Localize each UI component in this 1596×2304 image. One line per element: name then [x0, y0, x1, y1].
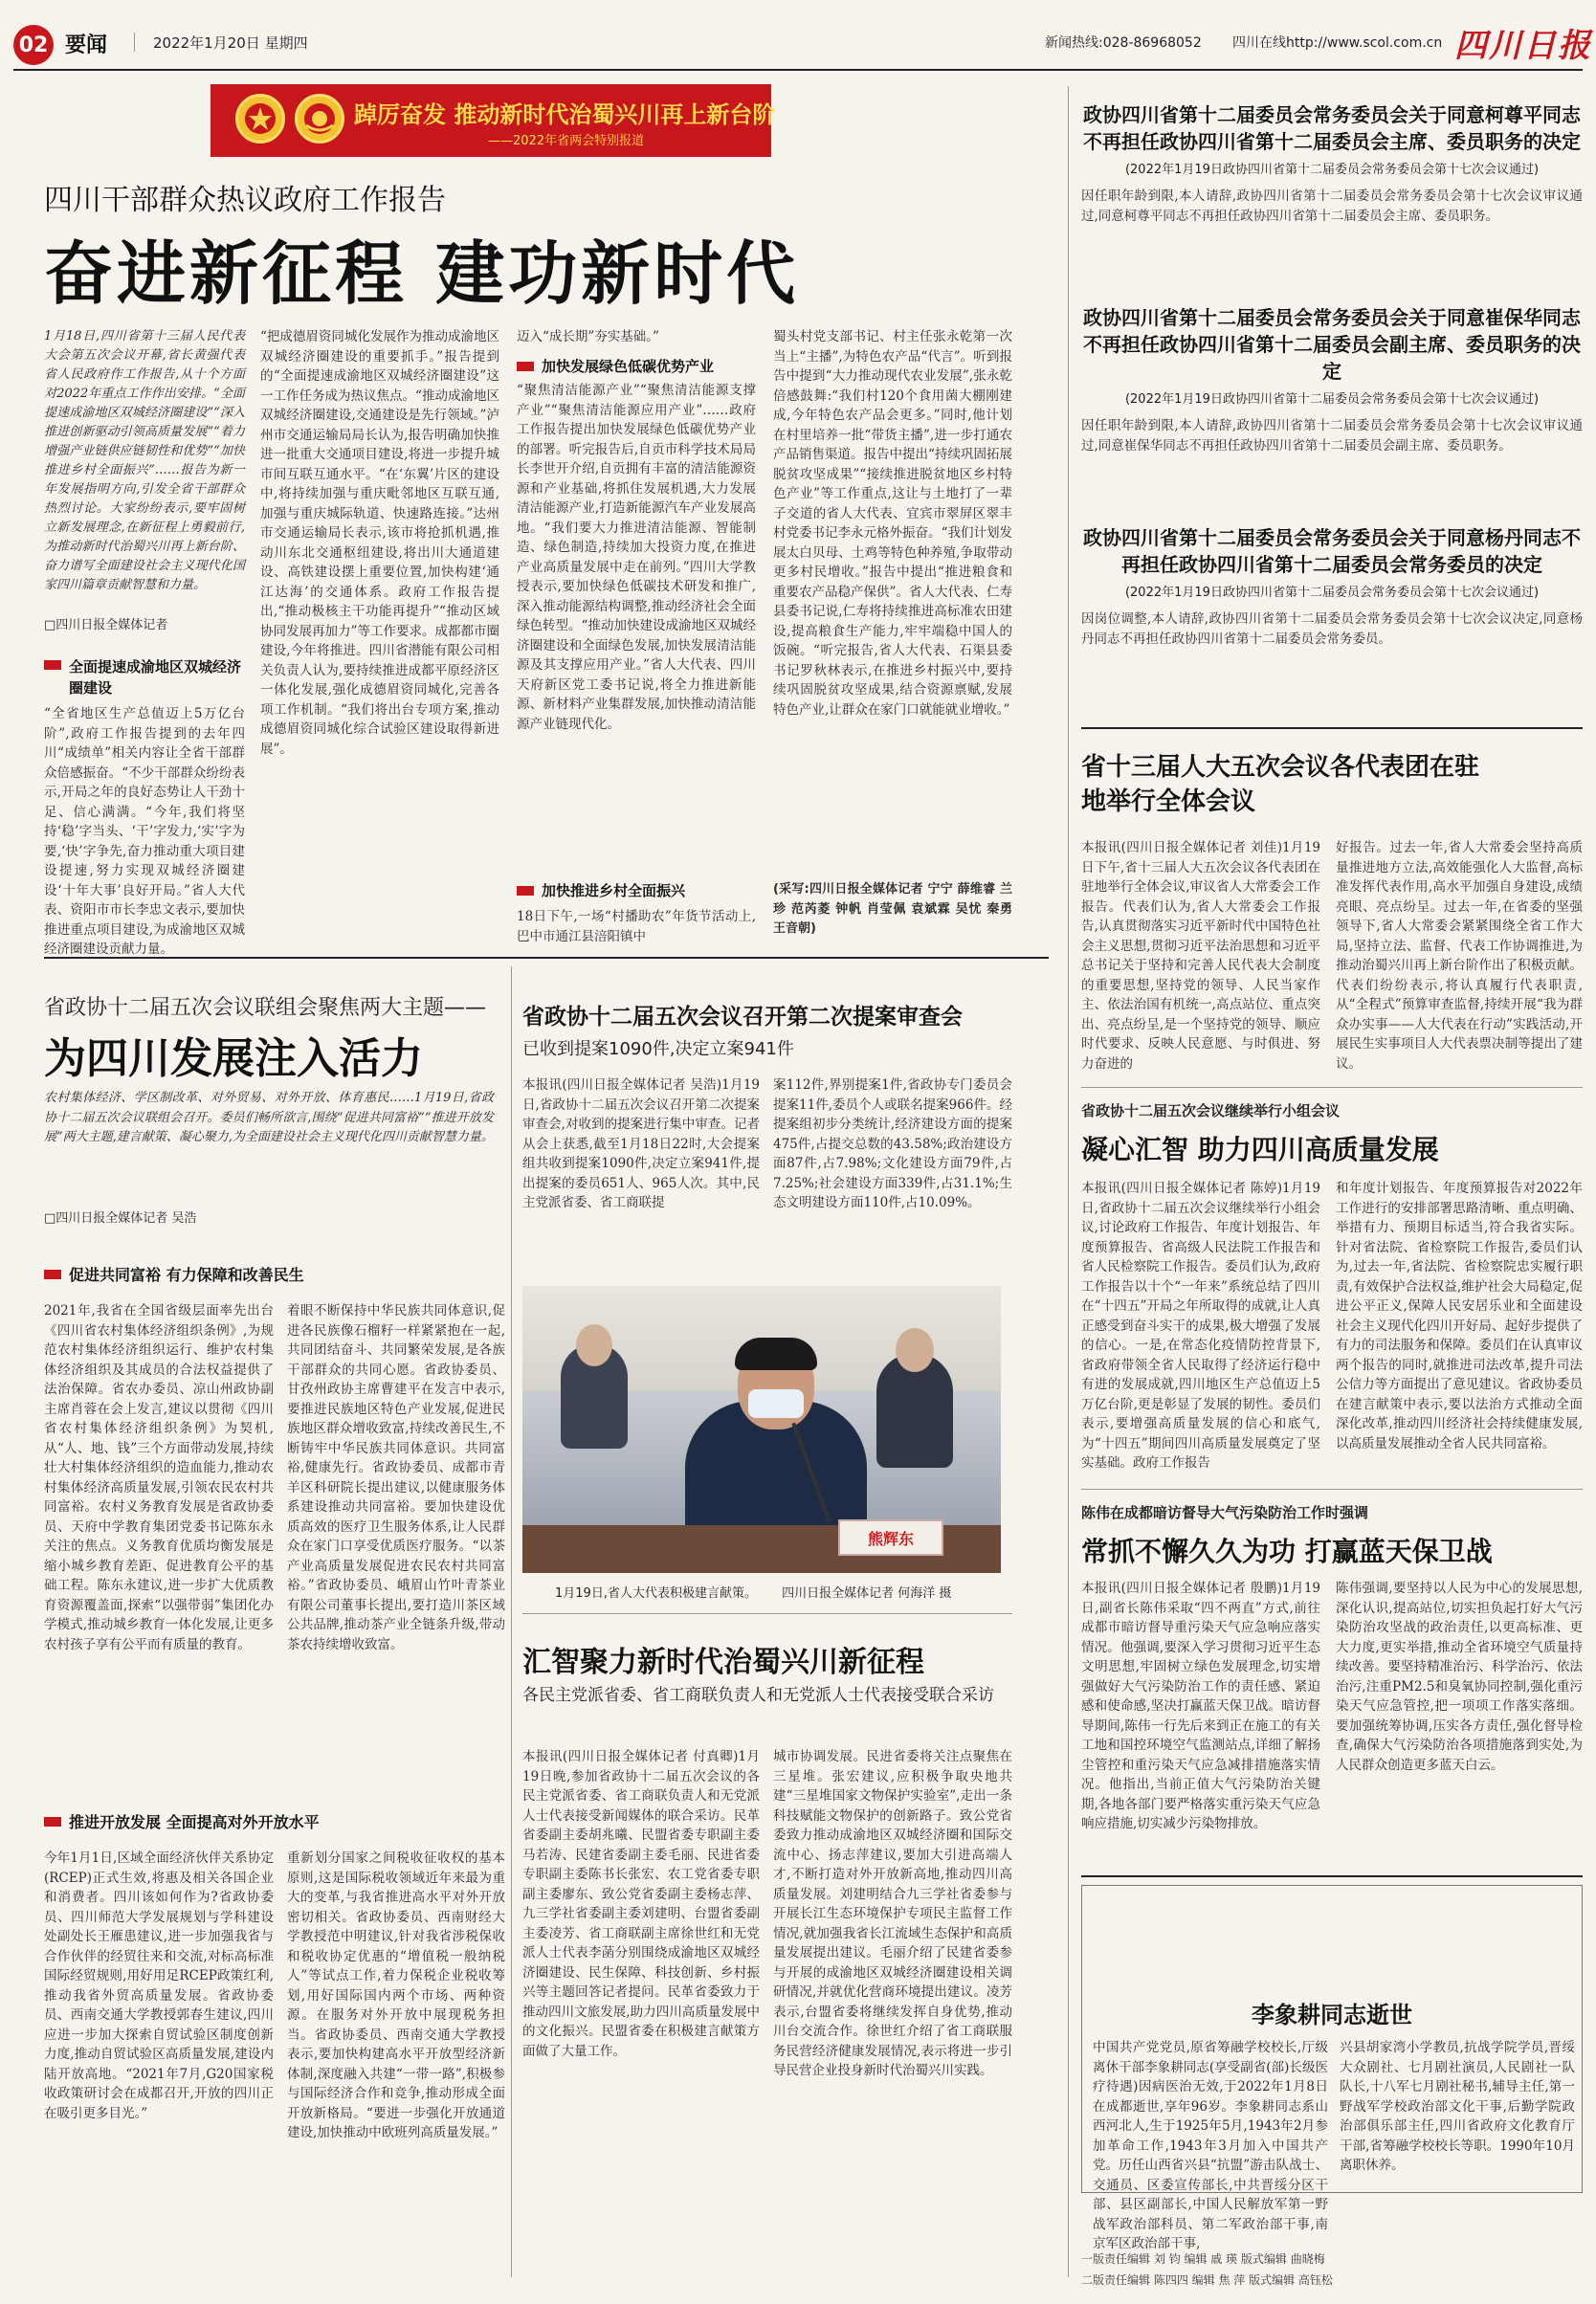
- obituary-col1: 中国共产党党员,原省筹融学校校长,厅级离休干部李象耕同志(享受副省(部)长级医疗待遇)因病医治无效,于2022年1月8日在成都逝世,享年96岁。李象耕同志系山西河北人,生于1925年5月,1943年2月参加革命工作,1943年3月加入中国共产党。历任山西省兴县“抗盟”游击队战士、交通员、区委宣传部长,中共晋绥分区干部、县区副部长,中国人民解放军第一野战军政治部科员、第二军政治部干事,南京军区政治部干事,: [1093, 2040, 1328, 2251]
- lead-sub3-text: 加快推进乡村全面振兴: [542, 882, 686, 899]
- news-hotline: 新闻热线:028-86968052: [1045, 35, 1202, 51]
- air-col2: 陈伟强调,要坚持以人民为中心的发展思想,深化认识,提高站位,切实担负起打好大气污染防治攻坚战的政治责任,以更高标准、更大力度,更实举措,推动全省环境空气质量持续改善。要坚持精准治污、科学治污、依法治污,注重PM2.5和臭氧协同控制,强化重污染天气应急管控,把一项项工作落实落细。要加强统筹协调,压实各方责任,强化督导检查,确保大气污染防治各项措施落到实处,为人民群众创造更多蓝天白云。: [1336, 1581, 1583, 1773]
- air-col1: 本报讯(四川日报全媒体记者 殷鹏)1月19日,副省长陈伟采取“四不两直”方式,前往成都市暗访督导重污染天气应急响应落实情况。他强调,要深入学习贯彻习近平生态文明思想,牢固树立绿色发展理念,切实增强做好大气污染防治工作的责任感、紧迫感和使命感,坚决打赢蓝天保卫战。暗访督导期间,陈伟一行先后来到正在施工的有关工地和国控环境空气监测站点,详细了解扬尘管控和重污染天气应急减排措施落实情况。他指出,当前正值大气污染防治关键期,各地各部门要严格落实重污染天气应急响应措施,切实减少污染物排放。: [1081, 1581, 1320, 1831]
- lead-sub1-text: 全面提速成渝地区双城经济圈建设: [69, 658, 242, 697]
- notice-3-body: 因岗位调整,本人请辞,政协四川省第十二届委员会常务委员会第十七次会议决定,同意杨丹同志不再担任政协四川省第十二届委员会常务委员。: [1081, 611, 1583, 647]
- banner-subtitle: ——2022年省两会特别报道: [488, 134, 645, 148]
- nameplate-text: 熊辉东: [867, 1529, 914, 1548]
- page-header: [0, 0, 1596, 86]
- npc-col2: 好报告。过去一年,省人大常委会坚持高质量推进地方立法,高效能强化人大监督,高标准发挥代表作用,高水平加强自身建设,成绩亮眼、亮点纷呈。过去一年,在省委的坚强领导下,省人大常委会紧紧围绕全省工作大局,坚持立法、监督、代表工作协调推进,为推动治蜀兴川再上新台阶作出了积极贡献。代表们纷纷表示,将认真履行代表职责,从“全程式”预算审查监督,持续开展“我为群众办实事——人大代表在行动”实践活动,开展民生实事项目人大代表票决制等提出了建议。: [1336, 840, 1583, 1072]
- notice-1-sub: (2022年1月19日政协四川省第十二届委员会常务委员会第十七次会议通过): [1124, 163, 1540, 177]
- proposal-headline: 省政协十二届五次会议召开第二次提案审查会: [522, 1005, 963, 1030]
- banner-title: 踔厉奋发 推动新时代治蜀兴川再上新台阶: [354, 101, 776, 128]
- cppcc-byline: □四川日报全媒体记者 吴浩: [44, 1211, 197, 1226]
- lead-kicker: 四川干部群众热议政府工作报告: [44, 184, 446, 217]
- lead-sub2-text: 加快发展绿色低碳优势产业: [542, 358, 715, 375]
- wisdom-col1: 本报讯(四川日报全媒体记者 付真卿)1月19日晚,参加省政协十二届五次会议的各民主党派省委、省工商联负责人和无党派人士代表接受新闻媒体的联合采访。民革省委副主委胡兆曦、民盟省委专职副主委马若涛、民建省委副主委毛丽、民进省委专职副主委陈书长张宏、农工党省委专职副主委廖东、致公党省委副主委杨志萍、九三学社省委副主委刘建明、台盟省委副主委凌芳、省工商联副主席徐世红和无党派人士代表李菡分别围绕成渝地区双城经济圈建设、民生保障、科技创新、乡村振兴等主题回答记者提问。民革省委致力于推动四川文旅发展,助力四川高质量发展中的文化振兴。民盟省委在积极建言献策方面做了大量工作。: [522, 1749, 760, 2059]
- lead-sub1: [44, 656, 245, 698]
- cppcc-col2: 着眼不断保持中华民族共同体意识,促进各民族像石榴籽一样紧紧抱在一起,共同团结奋斗、共同繁荣发展,是各族干部群众的共同心愿。省政协委员、甘孜州政协主席曹建平在发言中表示,要推进民族地区特色产业发展,促进民族地区群众增收致富,持续改善民生,不断铸牢中华民族共同体意识。共同富裕,健康先行。省政协委员、成都市青羊区科研院长提出建议,以健康服务体系建设推动共同富裕。要加快建设优质高效的医疗卫生服务体系,让人民群众在家门口享受优质医疗服务。“以茶产业高质量发展促进农民农村共同富裕。”省政协委员、峨眉山竹叶青茶业有限公司董事长提出,要打造川茶区域公共品牌,推动茶产业全链条升级,带动茶农持续增收致富。: [287, 1303, 505, 1652]
- air-headline: 常抓不懈久久为功 打赢蓝天保卫战: [1081, 1536, 1493, 1567]
- cppcc-headline: 为四川发展注入活力: [44, 1034, 423, 1083]
- notice-3-sub: (2022年1月19日政协四川省第十二届委员会常务委员会第十七次会议通过): [1124, 586, 1540, 600]
- obituary-headline: 李象耕同志逝世: [1252, 2002, 1412, 2028]
- obituary-col2: 兴县胡家湾小学教员,抗战学院学员,晋绥大众剧社、七月剧社演员,人民剧社一队队长,十八军七月剧社秘书,辅导主任,第一野战军学校政治部文化干事,后勤学院政治部俱乐部主任,四川省政府文化教育厅干部,省筹融学校校长等职。1990年10月离职休养。: [1340, 2040, 1575, 2173]
- page-number-badge: [13, 25, 54, 65]
- page-number: 02: [18, 33, 49, 57]
- lead-sub3: [517, 880, 685, 900]
- cppcc-col4: 重新划分国家之间税收征收权的基本原则,这是国际税收领域近年来最为重大的变革,与我省推进高水平对外开放密切相关。省政协委员、西南财经大学教授范中明建议,针对我省涉税保收和税收协定优惠的“增值税一般纳税人”等试点工作,着力保税企业税收筹划,用好国际国内两个市场、两种资源。在服务对外开放中展现税务担当。省政协委员、西南交通大学教授表示,要加快构建高水平开放型经济新体制,深度融入共建“一带一路”,积极参与国际经济合作和竞争,推动形成全面开放新格局。“要进一步强化开放通道建设,加快推动中欧班列高质量发展。”: [287, 1850, 505, 2140]
- footer-editors-1: 一版责任编辑 刘 钧 编辑 戚 瑛 版式编辑 曲晓梅: [1081, 2252, 1325, 2266]
- lead-headline: 奋进新征程 建功新时代: [44, 233, 800, 314]
- proposal-col1: 本报讯(四川日报全媒体记者 吴浩)1月19日,省政协十二届五次会议召开第二次提案审查会,对收到的提案进行集中审查。记者从会上获悉,截至1月18日22时,大会提案组共收到提案1090件,决定立案941件,提出提案的委员651人、965人次。其中,民主党派省委、省工商联提: [522, 1077, 760, 1210]
- website-link[interactable]: 四川在线http://www.scol.com.cn: [1232, 35, 1443, 51]
- newspaper-logo: 四川日报: [1454, 27, 1592, 65]
- lead-col3c: 18日下午,一场“村播助农”年货节活动上,巴中市通江县涪阳镇中: [517, 909, 756, 944]
- lead-sub2: [517, 356, 714, 376]
- special-report-banner: [211, 84, 776, 157]
- lead-col3a: 迈入“成长期”夯实基础。”: [517, 329, 659, 344]
- emblem-icon: [235, 94, 285, 144]
- notice-1-title: 政协四川省第十二届委员会常务委员会关于同意柯尊平同志不再担任政协四川省第十二届委员会主席、委员职务的决定: [1083, 103, 1581, 153]
- notice-1: [1081, 101, 1583, 227]
- emblem-icon-2: [295, 94, 344, 144]
- proposal-col2: 案112件,界别提案1件,省政协专门委员会提案11件,委员个人或联名提案966件。经提案组初步分类统计,经济建设方面的提案475件,占提交总数的43.58%;政治建设方面87件,占7.98%;文化建设方面79件,占7.25%;社会建设方面339件,占31.1%;生态文明建设方面110件,占10.09%。: [773, 1077, 1012, 1210]
- cppcc-sub2: [44, 1810, 320, 1832]
- footer-editors-2: 二版责任编辑 陈四四 编辑 焦 萍 版式编辑 高钰松: [1081, 2273, 1333, 2287]
- wisdom-headline: 汇智聚力新时代治蜀兴川新征程: [522, 1646, 924, 1679]
- photo-caption-text: 1月19日,省人大代表积极建言献策。: [555, 1586, 757, 1601]
- lead-intro: 1月18日,四川省第十三届人民代表大会第五次会议开幕,省长黄强代表省人民政府作工作报告,从十个方面对2022年重点工作作出安排。“全面提速成渝地区双城经济圈建设”“深入推进创新驱动引领高质量发展”“着力增强产业链供应链韧性和优势”“加快推进乡村全面振兴”……报告为新一年发展指明方向,引发全省干部群众热烈讨论。大家纷纷表示,要牢固树立新发展理念,在新征程上勇毅前行,为推动新时代治蜀兴川再上新台阶、奋力谱写全面建设社会主义现代化国家四川篇章贡献智慧和力量。: [44, 329, 245, 592]
- wisdom-subtitle: 各民主党派省委、省工商联负责人和无党派人士代表接受联合采访: [522, 1686, 994, 1705]
- cppcc-kicker: 省政协十二届五次会议联组会聚焦两大主题——: [44, 996, 487, 1020]
- npc-col1: 本报讯(四川日报全媒体记者 刘佳)1月19日下午,省十三届人大五次会议各代表团在驻地举行全体会议,审议省人大常委会工作报告。代表们认为,省人大常委会工作报告,认真贯彻落实习近平新时代中国特色社会主义思想,贯彻习近平法治思想和习近平总书记关于坚持和完善人民代表大会制度的重要思想,坚持党的领导、人民当家作主、依法治国有机统一,高点站位、重点突出、亮点纷呈,是一个坚持党的领导、顺应时代要求、反映人民意愿、与时俱进、努力奋进的: [1081, 840, 1320, 1072]
- lead-col2: “把成德眉资同城化发展作为推动成渝地区双城经济圈建设的重要抓手。”报告提到的“全面提速成渝地区双城经济圈建设”这一工作任务成为热议焦点。“推动成渝地区双城经济圈建设,交通建设是先行领域。”泸州市交通运输局局长认为,报告明确加快推进一批重大交通项目建设,将进一步提升城市间互联互通水平。“在‘东翼’片区的建设中,将持续加强与重庆毗邻地区互联互通,加强与重庆城际轨道、快速路连接。”达州市交通运输局长表示,该市将抢抓机遇,推动川东北交通枢纽建设,将出川大通道建设、高铁建设摆上重要位置,加快构建‘通江达海’的交通体系。政府工作报告提出,“推动极核主干功能再提升”“推动区域协同发展再加力”等工作要求。成都都市圈建设,今年将推进。四川省潜能有限公司相关负责人认为,要持续推进成都平原经济区一体化发展,强化成德眉资同城化,完善各项工作机制。“我们将出台专项方案,推动成德眉资同城化综合试验区建设取得新进展”。: [260, 329, 499, 757]
- air-kicker: 陈伟在成都暗访督导大气污染防治工作时强调: [1081, 1504, 1369, 1521]
- notice-2-body: 因任职年龄到限,本人请辞,政协四川省第十二届委员会常务委员会第十七次会议审议通过,同意崔保华同志不再担任政协四川省第十二届委员会副主席、委员职务。: [1081, 418, 1583, 454]
- nameplate: [838, 1519, 943, 1556]
- cppcc-sub1: [44, 1263, 304, 1285]
- lead-byline: □四川日报全媒体记者: [44, 618, 168, 632]
- lead-col1: “全省地区生产总值迈上5万亿台阶”,政府工作报告提到的去年四川“成绩单”相关内容让全省干部群众倍感振奋。“不少干部群众纷纷表示,开局之年的良好态势让人干劲十足、信心满满。“今年,我们将坚持‘稳’字当头、‘干’字发力,‘实’字为要,‘快’字争先,奋力推动重大项目建设提速,努力实现双城经济圈建设‘十年大事’良好开局。”省人大代表、资阳市市长李忠文表示,要加快推进重点项目建设,为成渝地区双城经济圈建设贡献力量。: [44, 706, 245, 957]
- groups-col2: 和年度计划报告、年度预算报告对2022年工作进行的安排部署思路清晰、重点明确、举措有力、预期目标适当,符合我省实际。针对省法院、省检察院工作报告,委员们认为,过去一年,省法院、省检察院忠实履行职责,有效保护合法权益,维护社会大局稳定,促进公平正义,保障人民安居乐业和全面建设社会主义现代化四川开好局、起好步提供了有力的司法服务和保障。委员们在认真审议两个报告的同时,就推进司法改革,提升司法公信力等方面提出了意见建议。省政协委员在建言献策中表示,要以法治方式推动全面深化改革,推动四川经济社会持续健康发展,以高质量发展推动全省人民共同富裕。: [1336, 1181, 1583, 1451]
- npc-headline: 省十三届人大五次会议各代表团在驻地举行全体会议: [1081, 753, 1480, 816]
- groups-headline: 凝心汇智 助力四川高质量发展: [1081, 1134, 1439, 1165]
- groups-kicker: 省政协十二届五次会议继续举行小组会议: [1081, 1102, 1341, 1119]
- groups-col1: 本报讯(四川日报全媒体记者 陈婷)1月19日,省政协十二届五次会议继续举行小组会议,讨论政府工作报告、年度计划报告、年度预算报告、省高级人民法院工作报告和省人民检察院工作报告。委员们认为,政府工作报告以十个“一年来”系统总结了四川在“十四五”开局之年所取得的成就,让人真正感受到奋斗实干的成果,极大增强了发展的信心。一是,在常态化疫情防控背景下,省政府带领全省人民取得了经济运行稳中有进的发展成就,四川地区生产总值迈上5万亿台阶,更是彰显了发展的韧性。委员们表示,要增强高质量发展的信心和底气,为“十四五”期间四川高质量发展奠定了坚实基础。政府工作报告: [1081, 1181, 1320, 1471]
- photo-credit: 四川日报全媒体记者 何海洋 摄: [782, 1586, 952, 1601]
- notice-2-sub: (2022年1月19日政协四川省第十二届委员会常务委员会第十七次会议通过): [1124, 392, 1540, 407]
- cppcc-intro: 农村集体经济、学区制改革、对外贸易、对外开放、体育惠民……1月19日,省政协十二届五次会议联组会召开。委员们畅所欲言,围绕“促进共同富裕”“推进开放发展”两大主题,建言献策、凝心聚力,为全面建设社会主义现代化四川贡献智慧力量。: [44, 1091, 494, 1144]
- issue-date: 2022年1月20日 星期四: [153, 34, 308, 52]
- lead-credit: (采写:四川日报全媒体记者 宁宁 薛维睿 兰珍 范芮菱 钟帆 肖莹佩 袁斌霖 吴忧 秦勇 王音朝): [773, 882, 1012, 936]
- proposal-subtitle: 已收到提案1090件,决定立案941件: [522, 1039, 794, 1059]
- photo-caption: [555, 1583, 951, 1601]
- notice-2-title: 政协四川省第十二届委员会常务委员会关于同意崔保华同志不再担任政协四川省第十二届委员会副主席、委员职务的决定: [1083, 306, 1581, 383]
- lead-col4: 蜀头村党支部书记、村主任张永乾第一次当上“主播”,为特色农产品“代言”。听到报告中提到“大力推动现代农业发展”,张永乾倍感鼓舞:“我们村120个食用菌大棚刚建成,今年特色农产品会更多。”同时,他计划在村里培养一批“带货主播”,进一步打通农产品销售渠道。报告中提出“持续巩固拓展脱贫攻坚成果”“接续推进脱贫地区乡村特色产业”等工作重点,这让与土地打了一辈子交道的省人大代表、宜宾市翠屏区翠丰村党委书记李永元格外振奋。“我们计划发展太白贝母、土鸡等特色种养殖,争取带动更多村民增收。”报告中提出“推进粮食和重要农产品稳产保供”。省人大代表、仁寿县委书记说,仁寿将持续推进高标准农田建设,提高粮食生产能力,牢牢端稳中国人的饭碗。“听完报告,省人大代表、石渠县委书记罗秋林表示,在推进乡村振兴中,要持续巩固脱贫攻坚成果,结合资源禀赋,发展特色产业,让群众在家门口就能就业增收。”: [773, 329, 1012, 718]
- notice-1-body: 因任职年龄到限,本人请辞,政协四川省第十二届委员会常务委员会第十七次会议审议通过,同意柯尊平同志不再担任政协四川省第十二届委员会主席、委员职务。: [1081, 188, 1583, 224]
- notice-2: [1081, 304, 1583, 476]
- notice-3-title: 政协四川省第十二届委员会常务委员会关于同意杨丹同志不再担任政协四川省第十二届委员会常务委员的决定: [1083, 526, 1581, 576]
- section-name: 要闻: [65, 33, 108, 57]
- news-photo: [522, 1286, 1001, 1573]
- notice-3: [1081, 524, 1583, 650]
- cppcc-sub2-text: 推进开放发展 全面提高对外开放水平: [69, 1813, 320, 1831]
- cppcc-col3: 今年1月1日,区域全面经济伙伴关系协定(RCEP)正式生效,将惠及相关各国企业和消费者。四川该如何作为?省政协委员、四川师范大学发展规划与学科建设处副处长王雁患建议,进一步加强我省与合作伙伴的经贸往来和交流,对标高标准国际经贸规则,用好用足RCEP政策红利,推动我省外贸高质量发展。省政协委员、西南交通大学教授郭春生建议,四川应进一步加大探索自贸试验区制度创新力度,推动自贸试验区高质量发展,建设内陆开放高地。“2021年7月,G20国家税收政策研讨会在成都召开,开放的四川正在吸引更多目光。”: [44, 1850, 274, 2121]
- lead-col3b: “聚焦清洁能源产业”“聚焦清洁能源支撑产业”“聚焦清洁能源应用产业”……政府工作报告提出加快发展绿色低碳优势产业的部署。听完报告后,自贡市科学技术局局长李世开介绍,自贡拥有丰富的清洁能源资源和产业基础,将抓住发展机遇,大力发展清洁能源产业,打造新能源汽车产业发展高地。“我们要大力推进清洁能源、智能制造、绿色制造,持续加大投资力度,在推进产业高质量发展中走在前列。”四川大学教授表示,要加快绿色低碳技术研发和推广,深入推动能源结构调整,推动经济社会全面绿色转型。“推动加快建设成渝地区双城经济圈建设和全面绿色发展,加快发展清洁能源及其支撑应用产业。”省人大代表、四川天府新区党工委书记说,将全力推进新能源、新材料产业集群发展,加快推动清洁能源产业链现代化。: [517, 383, 756, 732]
- wisdom-col2: 城市协调发展。民进省委将关注点聚焦在三星堆。张宏建议,应积极争取央地共建“三星堆国家文物保护实验室”,走出一条科技赋能文物保护的创新路子。致公党省委致力推动成渝地区双城经济圈和国际交流中心、扬志萍建议,要加大引进高端人才,不断打造对外开放新高地,推动四川高质量发展。刘建明结合九三学社省委参与开展长江生态环境保护专项民主监督工作情况,就加强我省长江流域生态保护和高质量发展提出建议。毛丽介绍了民建省委参与开展的成渝地区双城经济圈建设相关调研情况,并就优化营商环境提出建议。凌芳表示,台盟省委将继续发挥自身优势,推动川台交流合作。徐世红介绍了省工商联服务民营经济健康发展情况,表示将进一步引导民营企业投身新时代治蜀兴川实践。: [773, 1749, 1012, 2078]
- cppcc-col1: 2021年,我省在全国省级层面率先出台《四川省农村集体经济组织条例》,为规范农村集体经济组织运行、维护农村集体经济组织及其成员的合法权益提供了法治保障。省农办委员、凉山州政协副主席肖蓉在会上发言,建议以贯彻《四川省农村集体经济组织条例》为契机,从“人、地、钱”三个方面带动发展,持续壮大村集体经济组织的造血能力,推动农村集体经济高质量发展,引领农民农村共同富裕。农村义务教育发展是省政协委员、天府中学教育集团党委书记陈东永关注的焦点。义务教育优质均衡发展是缩小城乡教育差距、促进教育公平的基础工程。陈东永建议,进一步扩大优质教育资源覆盖面,探索“以强带弱”集团化办学模式,推动城乡教育一体化发展,让更多农村孩子享有公平而有质量的教育。: [44, 1303, 274, 1652]
- cppcc-sub1-text: 促进共同富裕 有力保障和改善民生: [69, 1266, 304, 1284]
